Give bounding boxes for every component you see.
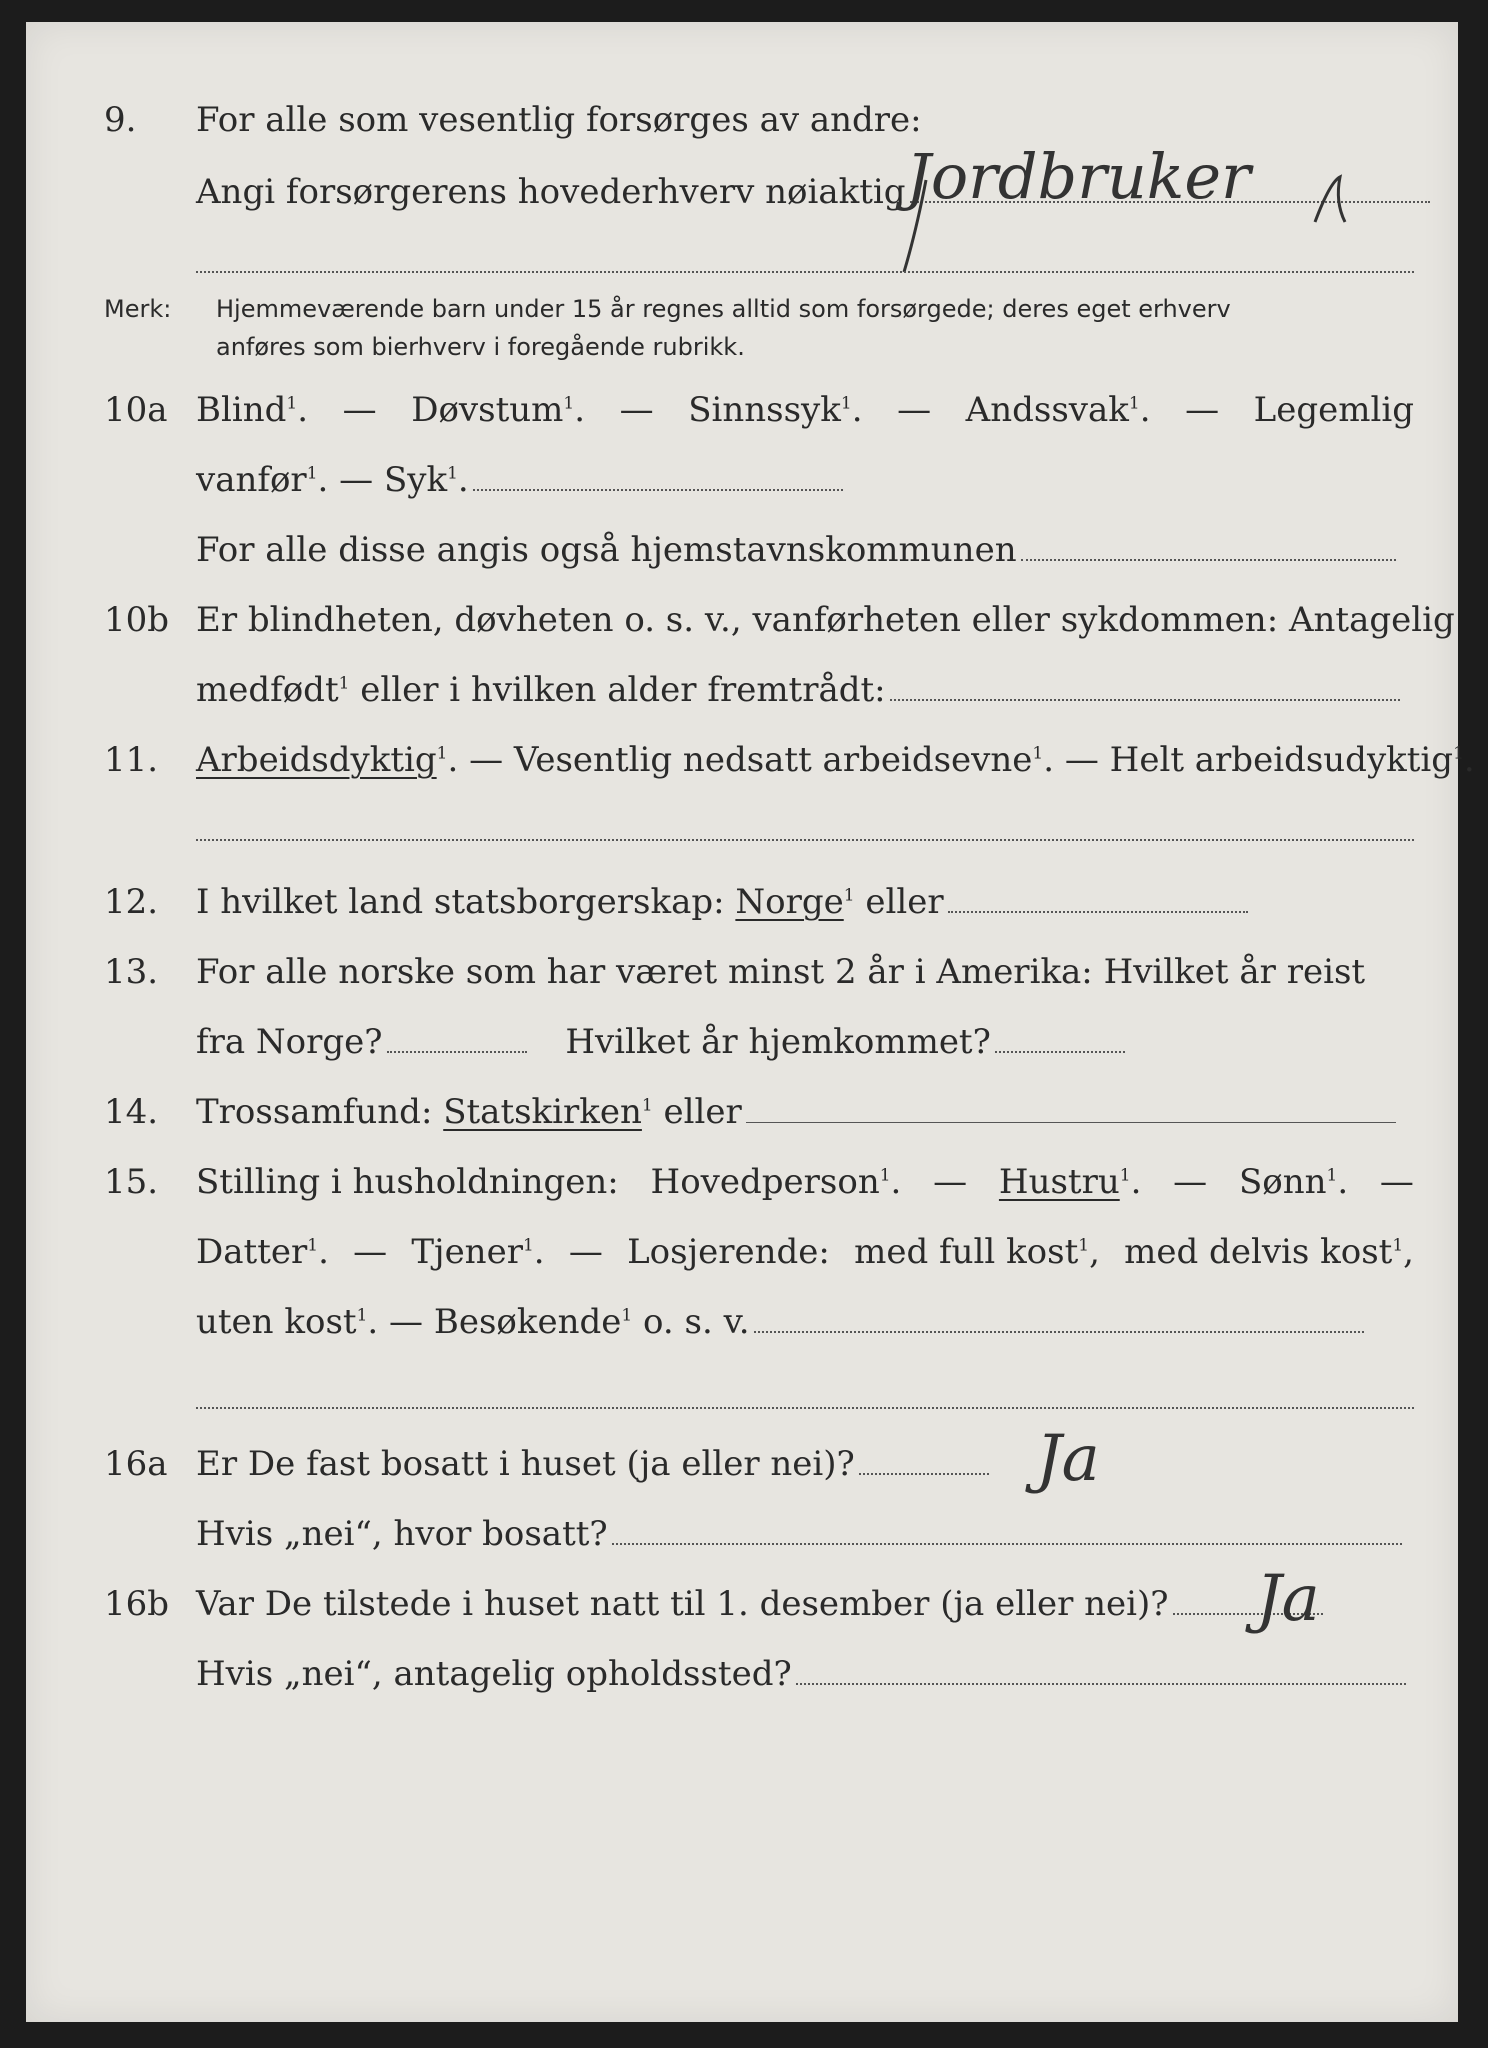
q15-number: 15. — [104, 1162, 159, 1202]
q9-question: For alle som vesentlig forsørges av andre: — [196, 100, 922, 140]
q10b-number: 10b — [104, 600, 170, 640]
q13-return-blank — [995, 1050, 1125, 1053]
q15-extra-line — [196, 1406, 1414, 1409]
q16b-blank — [1173, 1612, 1323, 1615]
q10a-hometown-blank — [1021, 558, 1396, 561]
q16a-residence-blank — [612, 1542, 1402, 1545]
q9-number: 9. — [104, 100, 137, 140]
q12-number: 12. — [104, 882, 159, 922]
q15-blank — [754, 1330, 1364, 1333]
q10a-number: 10a — [104, 390, 168, 430]
q16b-location-blank — [796, 1682, 1406, 1685]
q13-departure-blank — [387, 1050, 527, 1053]
merk-note: Hjemmeværende barn under 15 år regnes alltid som forsørgede; deres eget erhverv anføres som bierhverv i foregående rubrikk. — [216, 295, 1231, 361]
q16b-handwritten-answer: Ja — [1256, 1562, 1320, 1636]
q9-answer-line — [910, 200, 1430, 203]
census-form-page: 9. For alle som vesentlig forsørges av andre: Angi forsørgerens hovederhverv nøiaktig Jordbruker Merk: Hjemmeværende barn under 15 år regnes alltid som forsørgede; deres eget erhverv anføres som bierhverv i foregående rubrikk. 10a Blind$^1$. — Døvstum$^1$. — Sinnssyk$^1$. — Andssvak$^1$. — Legemlig vanfør$^1$. — Syk$^1$. For alle disse angis også hjemstavnskommunen 10b Er blindheten, døvheten o. s. v., vanførheten eller sykdommen: Antagelig medfødt$^1$ eller i hvilken alder fremtrådt: 11. Arbeidsdyktig$^1$. — Vesentlig nedsatt arbeidsevne$^1$. — Helt arbeidsudyktig$^1$. 12. I hvilket land statsborgerskap: Norge$^1$ eller 13. For alle norske som har været minst 2 år i Amerika: Hvilket år reist fra Norge? Hvilket år hjemkommet? 14. Trossamfund: Statskirken$^1$ eller 15. Stilling i husholdningen: Hovedperson$^1$. — Hustru$^1$. — Sønn$^1$. — Datter$^1$. — Tjener$^1$. — Losjerende: med full kost$^1$, med delvis kost$^1$, uten kost$^1$. — Besøkende$^1$ o. s. v. 16a Er De fast bosatt i huset (ja eller nei)? Ja Hvis „nei“, hvor bosatt? 16b Var De tilstede i huset natt til 1. desember (ja eller nei)? Ja Hvis „nei“, antagelig opholdssted? — [26, 22, 1458, 2022]
q12-blank — [948, 910, 1248, 913]
q15-marked-option: Hustru — [998, 1162, 1120, 1202]
q16a-blank — [859, 1472, 989, 1475]
q10b-blank — [890, 698, 1400, 701]
q15-line1: 15. Stilling i husholdningen: Hovedperson$^1$. — Hustru$^1$. — Sønn$^1$. — — [26, 1152, 1414, 1212]
merk-label: Merk: — [104, 295, 172, 323]
q11-marked-option: Arbeidsdyktig — [196, 740, 437, 780]
q16a-number: 16a — [104, 1444, 168, 1484]
q10a-line2-blank — [473, 488, 843, 491]
q14-number: 14. — [104, 1092, 159, 1132]
q15-line2: Datter$^1$. — Tjener$^1$. — Losjerende: med full kost$^1$, med delvis kost$^1$, — [196, 1232, 1414, 1272]
q12-marked-option: Norge — [735, 882, 844, 922]
q10a-line1 — [26, 380, 1414, 440]
q9-prompt: Angi forsørgerens hovederhverv nøiaktig — [196, 162, 1430, 222]
q16a-handwritten-answer: Ja — [1036, 1422, 1100, 1496]
q14-blank — [746, 1121, 1396, 1123]
q11-extra-line — [196, 838, 1414, 841]
q11-number: 11. — [104, 740, 159, 780]
q16b-number: 16b — [104, 1584, 170, 1624]
q10a-options: Blind$^1$. — Døvstum$^1$. — Sinnssyk$^1$. — Andssvak$^1$. — Legemlig — [196, 390, 1414, 430]
q13-number: 13. — [104, 952, 159, 992]
q9-handwritten-answer: Jordbruker — [906, 140, 1251, 213]
q9-extra-line — [196, 270, 1414, 273]
q14-marked-option: Statskirken — [443, 1092, 642, 1132]
